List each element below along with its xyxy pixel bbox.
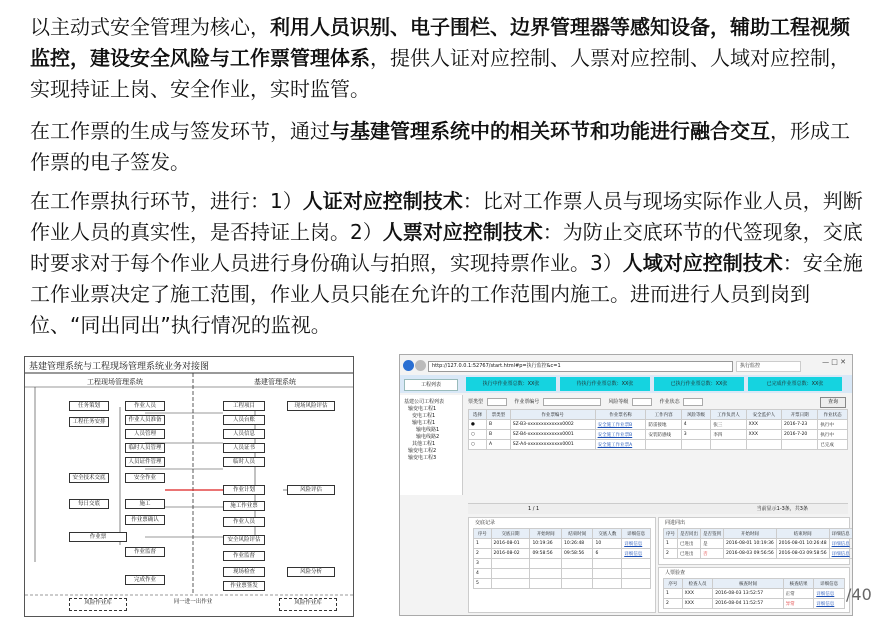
cell: 2016-08-03 09:58:56: [776, 549, 829, 559]
browser-tab: 执行监控: [736, 361, 801, 372]
col-header: 序号: [664, 579, 683, 589]
table-row: [474, 539, 651, 549]
cell: SZ-A4-xxxxxxxxxxxxx0001: [510, 440, 595, 450]
tree-item: 输电线路2: [416, 434, 440, 440]
in-out-table: [663, 528, 853, 559]
col-header: 是否同出: [678, 529, 701, 539]
cell: 正常: [783, 589, 814, 599]
tree-item: 输变电工程2: [408, 448, 437, 454]
briefing-panel: [468, 517, 656, 613]
flow-box: 人员证件管理: [125, 457, 165, 467]
cell: 2: [474, 549, 492, 559]
flow-box: 人员台账: [223, 415, 265, 425]
col-header: 核查结果: [783, 579, 814, 589]
table-row: [664, 549, 853, 559]
cell: 执行中: [818, 420, 848, 430]
flow-box: 作业监督: [125, 547, 165, 557]
cell-link[interactable]: 安全施工作业票B: [595, 420, 646, 430]
flow-box: 作业人员: [125, 401, 165, 411]
table-row: [474, 579, 651, 589]
cell: 1: [664, 539, 678, 549]
cell: 2016-7-23: [782, 420, 818, 430]
cell: 2016-08-01: [491, 539, 530, 549]
cell: 09:58:56: [561, 549, 593, 559]
cell: 3: [474, 559, 492, 569]
cell: 张三: [711, 420, 746, 430]
table-row[interactable]: [469, 420, 848, 430]
filter-select[interactable]: [487, 398, 507, 406]
flow-box: 每日交底: [69, 499, 109, 509]
cell: B: [486, 430, 510, 440]
bold-text: 与基建管理系统中的相关环节和功能进行融合交互: [330, 119, 770, 143]
stat-tab: 已完成作业票总数：XX张: [748, 377, 842, 391]
bold-text: 人票对应控制技术: [382, 220, 543, 244]
table-header-row: [469, 410, 848, 420]
flow-box: 作业计划: [223, 485, 265, 495]
col-header: 工作负责人: [711, 410, 746, 420]
col-header: 是否签到: [701, 529, 724, 539]
table-header-row: [664, 529, 853, 539]
table-row[interactable]: [469, 430, 848, 440]
cell: SZ-B4-xxxxxxxxxxxxx0001: [510, 430, 595, 440]
diagram-title: 基建管理系统与工程现场管理系统业务对接图: [29, 362, 210, 372]
cell: 2016-08-03 13:52:57: [713, 589, 783, 599]
cell: 6: [593, 549, 622, 559]
text-run: 在工作票执行环节，进行：1）: [30, 189, 303, 213]
cell: 10:19:36: [530, 539, 562, 549]
col-header: 交底日期: [491, 529, 530, 539]
col-header-site: 工程现场管理系统: [87, 378, 143, 386]
filter-label: 票类型: [468, 399, 484, 405]
flow-box: 临时人员管理: [125, 443, 165, 453]
pager-page[interactable]: 1 / 1: [528, 506, 540, 512]
cell: 否: [701, 549, 724, 559]
panel-title: 人票验查: [665, 570, 686, 576]
col-header: 结束时间: [776, 529, 829, 539]
ticket-table: [468, 409, 848, 450]
flow-box: 施工作业票: [223, 501, 265, 511]
table-row: [664, 539, 853, 549]
col-header: 票类型: [486, 410, 510, 420]
flow-box: 人员信息: [223, 429, 265, 439]
cell: [782, 440, 818, 450]
flow-box: 作业人员: [223, 517, 265, 527]
text-run: 以主动式安全管理为核心，: [30, 15, 270, 39]
cell: 4: [681, 420, 711, 430]
bold-text: 人域对应控制技术: [622, 251, 783, 275]
stat-tab: 执行中作业票总数：XX张: [466, 377, 556, 391]
back-icon: [403, 360, 414, 371]
filter-input[interactable]: [543, 398, 601, 406]
side-title: 工程列表: [404, 379, 458, 391]
cell: 已进出: [678, 539, 701, 549]
col-header: 结束时间: [561, 529, 593, 539]
detail-link[interactable]: 详细信息: [829, 549, 852, 559]
briefing-table: [473, 528, 651, 589]
window-controls-icon: — □ ✕: [822, 358, 846, 366]
cell: XXX: [746, 430, 781, 440]
filter-select[interactable]: [632, 398, 652, 406]
cell: 防雷接地: [646, 420, 681, 430]
tree-item: 输电线路1: [416, 427, 440, 433]
bold-text: 利用人员识别、电子围栏、边界管理器等感知设备，辅助工程视频监控，建设安全风险与工作票管理体系: [30, 15, 850, 70]
table-row: [664, 589, 845, 599]
flow-box: 安全技术交底: [69, 473, 109, 483]
text-run: ：安全施工作业票决定了施工范围，作业人员只能在允许的工作范围内施工。进而进行人员到岗到位、“同出同出”执行情况的监视。: [30, 251, 863, 337]
col-header: 选择: [469, 410, 487, 420]
cell: 2: [664, 599, 683, 609]
cell: 2016-08-02: [491, 549, 530, 559]
tree-item: 输电工程1: [412, 420, 436, 426]
tree-item: 变电工程1: [412, 413, 436, 419]
flow-box: 人员管理: [125, 429, 165, 439]
table-row: [474, 559, 651, 569]
flow-box: 任务策划: [69, 401, 109, 411]
row-radio[interactable]: ○: [469, 440, 487, 450]
text-run: ，提供人证对应控制、人票对应控制、人域对应控制，实现持证上岗、安全作业，实时监管。: [30, 46, 850, 101]
flow-box: 作业票确认: [125, 515, 165, 525]
flow-dashed-box: 风险作业库: [69, 598, 127, 611]
flow-box: 现场检查: [223, 567, 265, 577]
flow-box: 施工: [125, 499, 165, 509]
cell: 10: [593, 539, 622, 549]
text-run: 在工作票的生成与签发环节，通过: [30, 119, 330, 143]
table-row[interactable]: [469, 440, 848, 450]
col-header: 开始时间: [724, 529, 777, 539]
stat-tab: 已执行作业票总数：XX张: [654, 377, 744, 391]
search-button[interactable]: 查询: [820, 397, 846, 408]
col-header-base: 基建管理系统: [254, 378, 296, 386]
col-header: 检查人员: [682, 579, 713, 589]
col-header: 详细信息: [814, 579, 845, 589]
cell-link[interactable]: 安全施工作业票A: [595, 440, 646, 450]
ticket-check-panel: [658, 567, 850, 613]
detail-link[interactable]: 详细信息: [622, 549, 651, 559]
cell: 10:26:48: [561, 539, 593, 549]
cell: 2016-08-01 10:19:36: [724, 539, 777, 549]
forward-icon: [415, 360, 426, 371]
cell: SZ-B3-xxxxxxxxxxxxx0002: [510, 420, 595, 430]
project-tree: [400, 395, 463, 495]
col-header: 工作内容: [646, 410, 681, 420]
table-header-row: [664, 579, 845, 589]
tree-item: 其他工程1: [412, 441, 436, 447]
cell-link[interactable]: 安全施工作业票B: [595, 430, 646, 440]
cell: 已完成: [818, 440, 848, 450]
cell: [646, 440, 681, 450]
flow-box: 作业票签发: [223, 581, 265, 591]
cell: 2016-08-03 09:56:56: [724, 549, 777, 559]
col-header: 作业票编号: [510, 410, 595, 420]
detail-link[interactable]: 详细信息: [829, 539, 852, 549]
table-row: [474, 549, 651, 559]
address-bar: http://127.0.0.1:52767/start.html#p=执行监控&c=1: [428, 361, 733, 372]
flow-box: 工程任务安排: [69, 417, 109, 427]
flow-box: 安全风险评估: [223, 535, 265, 545]
cell: 异常: [783, 599, 814, 609]
table-header-row: [474, 529, 651, 539]
flow-box: 风险分析: [287, 567, 335, 577]
col-header: 详细信息: [622, 529, 651, 539]
detail-link[interactable]: 详细信息: [622, 539, 651, 549]
cell: 是: [701, 539, 724, 549]
bold-text: 人证对应控制技术: [302, 189, 463, 213]
detail-link[interactable]: 详细信息: [814, 589, 845, 599]
col-header: 开始时间: [530, 529, 562, 539]
flow-box: 人员证书: [223, 443, 265, 453]
filter-select[interactable]: [683, 398, 703, 406]
cell: XXX: [682, 589, 713, 599]
cell: [681, 440, 711, 450]
cell: 3: [681, 430, 711, 440]
detail-link[interactable]: 详细信息: [814, 599, 845, 609]
col-header: 序号: [474, 529, 492, 539]
col-header: 核查时间: [713, 579, 783, 589]
cell: 5: [474, 579, 492, 589]
cell: 4: [474, 569, 492, 579]
col-header: 作业状态: [818, 410, 848, 420]
flow-box: 工程项目: [223, 401, 265, 411]
col-header: 详细信息: [829, 529, 852, 539]
flow-box: 风险评估: [287, 485, 335, 495]
pager-info: 当前显示1-3条，共3条: [756, 506, 808, 512]
tree-list: [404, 399, 444, 462]
col-header: 交底人数: [593, 529, 622, 539]
col-header: 序号: [664, 529, 678, 539]
text-run: ：比对工作票人员与现场实际作业人员，判断作业人员的真实性，是否持证上岗。2）: [30, 189, 863, 244]
intro-paragraph: [30, 12, 868, 105]
cell: 已进出: [678, 549, 701, 559]
ticket-check-table: [663, 578, 845, 609]
system-screenshot: [399, 354, 853, 616]
tree-item: 基建公司工程列表: [404, 399, 445, 405]
flow-box: 临时人员: [223, 457, 265, 467]
cell: 李四: [711, 430, 746, 440]
cell: B: [486, 420, 510, 430]
filter-label: 风险等级: [608, 399, 629, 405]
col-header: 安全监护人: [746, 410, 781, 420]
panel-title: 交底记录: [475, 520, 496, 526]
tree-item: 输变电工程1: [408, 406, 437, 412]
cell: [711, 440, 746, 450]
cell: 1: [664, 589, 683, 599]
row-radio[interactable]: ●: [469, 420, 487, 430]
flow-box: 现场风险评估: [287, 401, 335, 411]
filter-label: 作业状态: [659, 399, 680, 405]
flow-box: 作业票: [69, 532, 127, 542]
row-radio[interactable]: ○: [469, 430, 487, 440]
filter-row: [468, 397, 848, 407]
stat-tab: 待执行作业票总数：XX张: [560, 377, 650, 391]
filter-label: 作业票编号: [514, 399, 540, 405]
cell: 安装防感线: [646, 430, 681, 440]
table-row: [664, 599, 845, 609]
text-run: ：为防止交底环节的代签现象，交底时要求对于每个作业人员进行身份确认与拍照，实现持票作业。3）: [30, 220, 863, 275]
cell: XXX: [746, 420, 781, 430]
cell: A: [486, 440, 510, 450]
cell: 执行中: [818, 430, 848, 440]
cell: [746, 440, 781, 450]
panel-title: 同进同出: [665, 520, 686, 526]
in-out-panel: [658, 517, 850, 565]
col-header: 作业票名称: [595, 410, 646, 420]
table-row: [474, 569, 651, 579]
flow-box: 安全作业: [125, 473, 165, 483]
flow-box: 完成作业: [125, 575, 165, 585]
cell: 2016-08-01 10:26:48: [776, 539, 829, 549]
cell: 09:58:56: [530, 549, 562, 559]
cell: 2: [664, 549, 678, 559]
issue-paragraph: [30, 116, 868, 178]
page-number: /40: [846, 585, 872, 604]
text-run: ，形成工作票的电子签发。: [30, 119, 850, 174]
tree-item: 输变电工程3: [408, 455, 437, 461]
flow-dashed-label: 同一进一出作业: [173, 599, 213, 605]
cell: 2016-7-20: [782, 430, 818, 440]
cell: 2016-08-04 11:52:57: [713, 599, 783, 609]
pager: [468, 503, 848, 514]
flow-box: 作业监督: [223, 551, 265, 561]
flow-box: 作业人员准备: [125, 415, 165, 425]
cell: 1: [474, 539, 492, 549]
col-header: 风险等级: [681, 410, 711, 420]
col-header: 开票日期: [782, 410, 818, 420]
execution-paragraph: [30, 186, 868, 341]
flow-dashed-box: 风险作业库: [279, 598, 337, 611]
cell: XXX: [682, 599, 713, 609]
business-flow-diagram: [24, 356, 354, 617]
